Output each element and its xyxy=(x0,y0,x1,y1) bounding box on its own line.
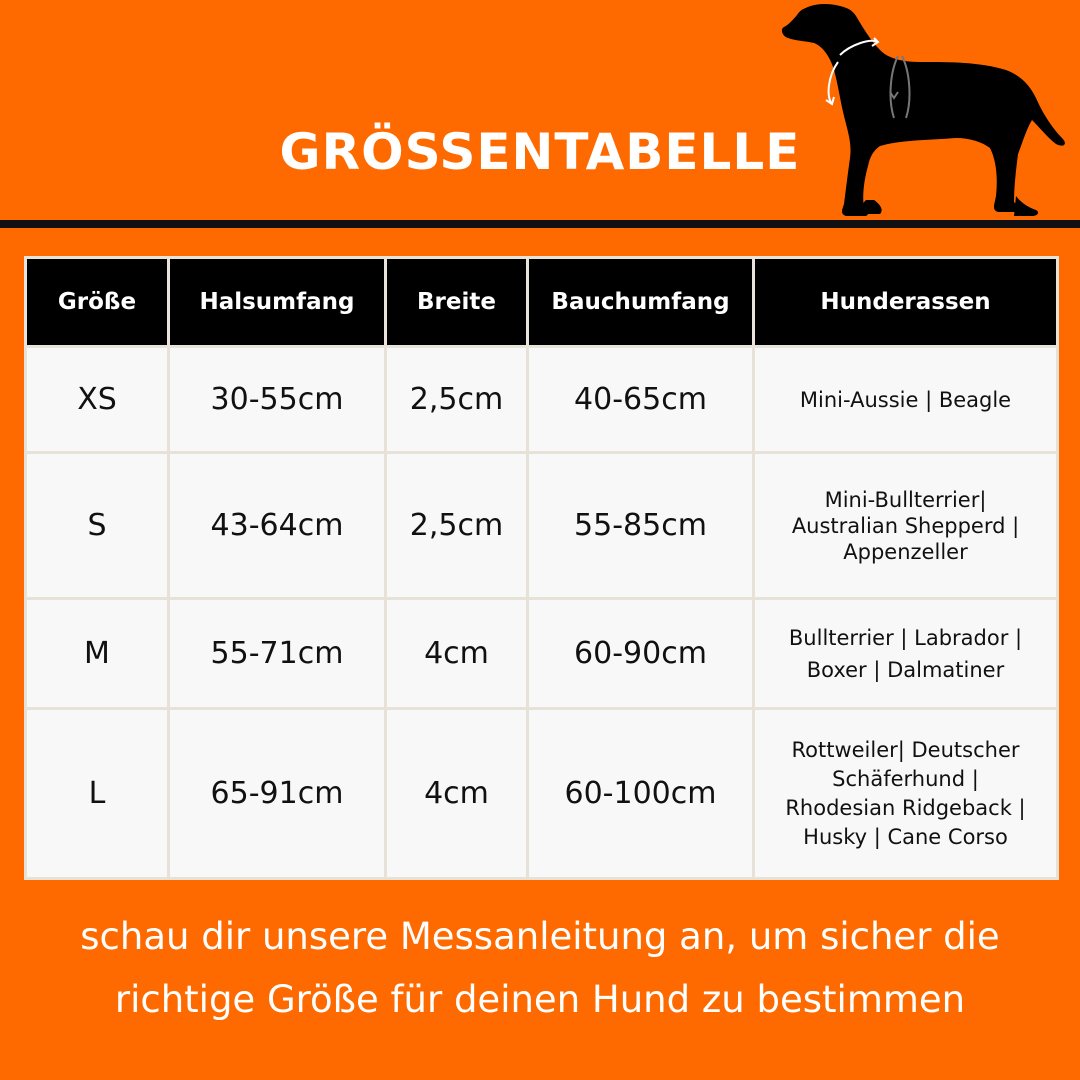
cell-width: 4cm xyxy=(386,709,528,879)
table-row xyxy=(26,599,1058,709)
breed-line: Bullterrier | Labrador | xyxy=(788,625,1023,650)
table-header-row xyxy=(26,258,1058,347)
cell-belly: 55-85cm xyxy=(528,453,754,599)
cell-neck: 43-64cm xyxy=(169,453,386,599)
cell-size: M xyxy=(26,599,169,709)
page-title-text: GRÖSSENTABELLE xyxy=(279,123,801,181)
cell-size: L xyxy=(26,709,169,879)
cell-size: S xyxy=(26,453,169,599)
breed-line: Australian Shepperd | xyxy=(791,513,1020,538)
cell-belly: 60-90cm xyxy=(528,599,754,709)
size-table xyxy=(24,256,1059,880)
cell-neck: 30-55cm xyxy=(169,347,386,453)
footer-note xyxy=(0,905,1080,1031)
cell-breeds xyxy=(754,599,1058,709)
dog-silhouette-icon xyxy=(770,0,1070,225)
breed-line: Boxer | Dalmatiner xyxy=(806,657,1005,682)
footer-line-2: richtige Größe für deinen Hund zu bestimmen xyxy=(114,978,966,1021)
breed-line: Appenzeller xyxy=(843,539,968,564)
header-size: Größe xyxy=(26,258,169,347)
cell-belly: 40-65cm xyxy=(528,347,754,453)
header-divider xyxy=(0,220,1080,228)
breed-line: Mini-Bullterrier| xyxy=(824,487,987,512)
cell-width: 4cm xyxy=(386,599,528,709)
header-width: Breite xyxy=(386,258,528,347)
table-row xyxy=(26,453,1058,599)
cell-width: 2,5cm xyxy=(386,347,528,453)
breed-line: Mini-Aussie | Beagle xyxy=(799,387,1012,412)
cell-size: XS xyxy=(26,347,169,453)
cell-width: 2,5cm xyxy=(386,453,528,599)
cell-neck: 55-71cm xyxy=(169,599,386,709)
header-neck: Halsumfang xyxy=(169,258,386,347)
cell-breeds xyxy=(754,347,1058,453)
breed-line: Rottweiler| Deutscher xyxy=(791,737,1020,762)
cell-breeds xyxy=(754,709,1058,879)
breed-line: Rhodesian Ridgeback | xyxy=(785,795,1026,820)
table-row xyxy=(26,709,1058,879)
table-row xyxy=(26,347,1058,453)
header-breeds: Hunderassen xyxy=(754,258,1058,347)
breed-line: Schäferhund | xyxy=(832,766,979,791)
footer-line-1: schau dir unsere Messanleitung an, um sicher die xyxy=(80,915,1000,958)
breed-line: Husky | Cane Corso xyxy=(803,824,1008,849)
header-belly: Bauchumfang xyxy=(528,258,754,347)
cell-breeds xyxy=(754,453,1058,599)
cell-belly: 60-100cm xyxy=(528,709,754,879)
cell-neck: 65-91cm xyxy=(169,709,386,879)
